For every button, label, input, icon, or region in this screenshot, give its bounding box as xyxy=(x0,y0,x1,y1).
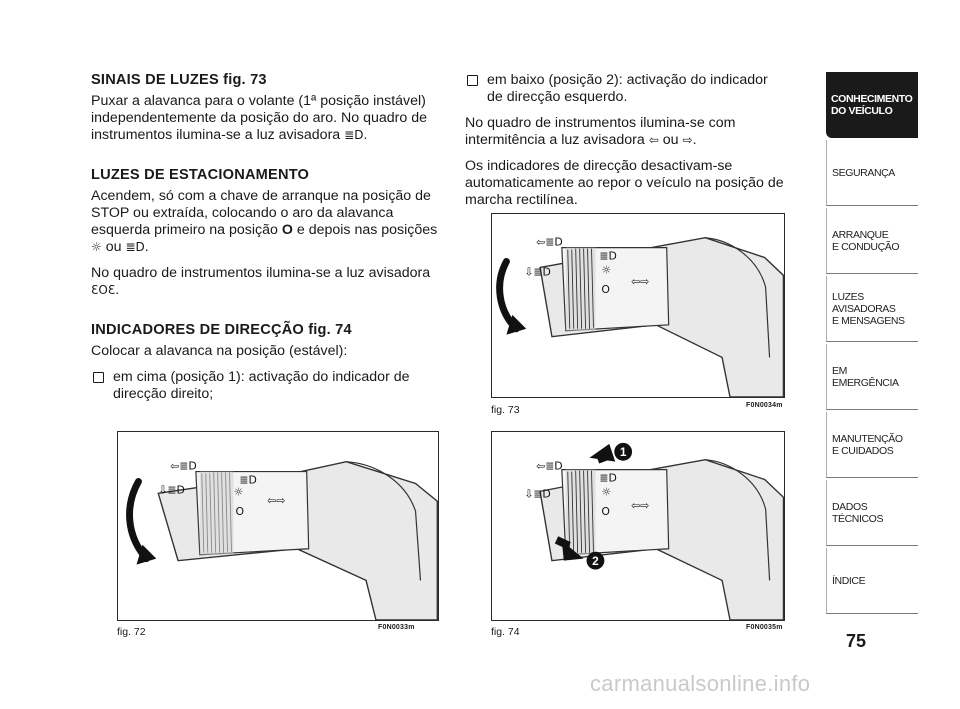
tab-label: ÍNDICE xyxy=(832,574,866,587)
turn-left-icon: ⇦ xyxy=(648,133,659,147)
position-o-label: O xyxy=(281,222,293,238)
sidelight-with-arrow-icon: ⇦≣D xyxy=(536,235,563,249)
turn-arrows-icon: ⇦⇨ xyxy=(631,275,650,289)
stalk-illustration xyxy=(492,432,784,620)
left-column xyxy=(91,72,439,412)
tab-label: ARRANQUE E CONDUÇÃO xyxy=(832,228,900,253)
stalk-illustration xyxy=(118,432,438,620)
tab-vehicle-knowledge[interactable] xyxy=(826,72,918,138)
high-beam-arrow-icon: ⇩≣D xyxy=(158,483,185,497)
direction-indicators-text: Colocar a alavanca na posição (estável): xyxy=(91,343,348,359)
section-heading-light-signals: SINAIS DE LUZES fig. 73 xyxy=(91,72,267,88)
sidelight-icon: ☼ xyxy=(233,485,244,499)
sidelight-with-arrow-icon: ⇦≣D xyxy=(536,459,563,473)
checkbox-bullet-icon xyxy=(467,75,478,86)
watermark: carmanualsonline.info xyxy=(590,671,811,696)
checkbox-bullet-icon xyxy=(93,372,104,383)
figure-caption: fig. 72 xyxy=(117,626,146,638)
high-beam-icon: ≣D xyxy=(599,471,617,485)
right-column xyxy=(465,72,785,218)
section-heading-direction-indicators: INDICADORES DE DIRECÇÃO fig. 74 xyxy=(91,322,352,338)
figure-73 xyxy=(491,213,785,398)
stalk-illustration xyxy=(492,214,784,397)
figure-caption: fig. 73 xyxy=(491,404,520,416)
high-beam-icon: ≣D xyxy=(125,240,145,254)
figure-code: F0N0033m xyxy=(378,624,415,631)
tab-label: EM EMERGÊNCIA xyxy=(832,364,899,389)
chapter-tabs xyxy=(826,72,918,614)
auto-deactivate-text: Os indicadores de direcção desactivam-se automaticamente ao repor o veículo na posição de marcha rectilínea. xyxy=(465,158,784,208)
turn-arrows-icon: ⇦⇨ xyxy=(267,494,286,508)
blinking-indicator-text: No quadro de instrumentos ilumina-se com intermitência a luz avisadora ⇦ ou ⇨. xyxy=(465,115,736,148)
tab-label: DADOS TÉCNICOS xyxy=(832,500,884,525)
high-beam-icon: ≣D xyxy=(599,249,617,263)
tab-label: LUZES AVISADORAS E MENSAGENS xyxy=(832,290,905,327)
tab-maintenance[interactable] xyxy=(826,412,918,478)
high-beam-icon: ≣D xyxy=(239,473,257,487)
tab-safety[interactable] xyxy=(826,140,918,206)
high-beam-arrow-icon: ⇩≣D xyxy=(524,487,551,501)
sidelight-icon: ☼ xyxy=(601,485,612,499)
list-item: em cima (posição 1): activação do indicador de direcção direito; xyxy=(91,369,439,403)
tab-emergency[interactable] xyxy=(826,344,918,410)
tab-technical-data[interactable] xyxy=(826,480,918,546)
tab-index[interactable] xyxy=(826,548,918,614)
tab-warning-lights[interactable] xyxy=(826,276,918,342)
figure-caption: fig. 74 xyxy=(491,626,520,638)
turn-right-icon: ⇨ xyxy=(682,133,693,147)
position-o-icon: O xyxy=(601,283,610,297)
position-o-icon: O xyxy=(235,505,245,519)
figure-code: F0N0034m xyxy=(746,402,783,409)
sidelight-icon: ☼ xyxy=(601,263,612,277)
figure-code: F0N0035m xyxy=(746,624,783,631)
tab-label: CONHECIMENTO DO VEÍCULO xyxy=(831,93,913,117)
tab-label: SEGURANÇA xyxy=(832,166,895,179)
sidelight-with-arrow-icon: ⇦≣D xyxy=(170,459,197,473)
page-number: 75 xyxy=(846,631,867,651)
sidelight-icon: ☼ xyxy=(91,240,102,254)
light-signals-text: Puxar a alavanca para o volante (1ª posição instável) independentemente da posição do aro. No quadro de instrumentos ilumina-se a luz avisadora ≣D. xyxy=(91,93,428,143)
parking-light-icon: ƐOƐ xyxy=(91,283,116,297)
tab-starting-driving[interactable] xyxy=(826,208,918,274)
parking-lights-warning-text: No quadro de instrumentos ilumina-se a luz avisadora ƐOƐ. xyxy=(91,265,431,298)
section-heading-parking-lights: LUZES DE ESTACIONAMENTO xyxy=(91,167,310,183)
high-beam-icon: ≣D xyxy=(344,128,364,142)
list-item: em baixo (posição 2): activação do indicador de direcção esquerdo. xyxy=(465,72,785,106)
marker-1-label: 1 xyxy=(619,445,627,460)
figure-72 xyxy=(117,431,439,621)
tab-label: MANUTENÇÃO E CUIDADOS xyxy=(832,432,903,457)
position-o-icon: O xyxy=(601,505,610,519)
turn-arrows-icon: ⇦⇨ xyxy=(631,499,650,513)
marker-2-label: 2 xyxy=(592,554,599,569)
high-beam-arrow-icon: ⇩≣D xyxy=(524,265,551,279)
figure-74 xyxy=(491,431,785,621)
parking-lights-text: Acendem, só com a chave de arranque na posição de STOP ou extraída, colocando o aro da alavanca esquerda primeiro na posição O e depois nas posições ☼ ou ≣D. xyxy=(91,188,438,255)
